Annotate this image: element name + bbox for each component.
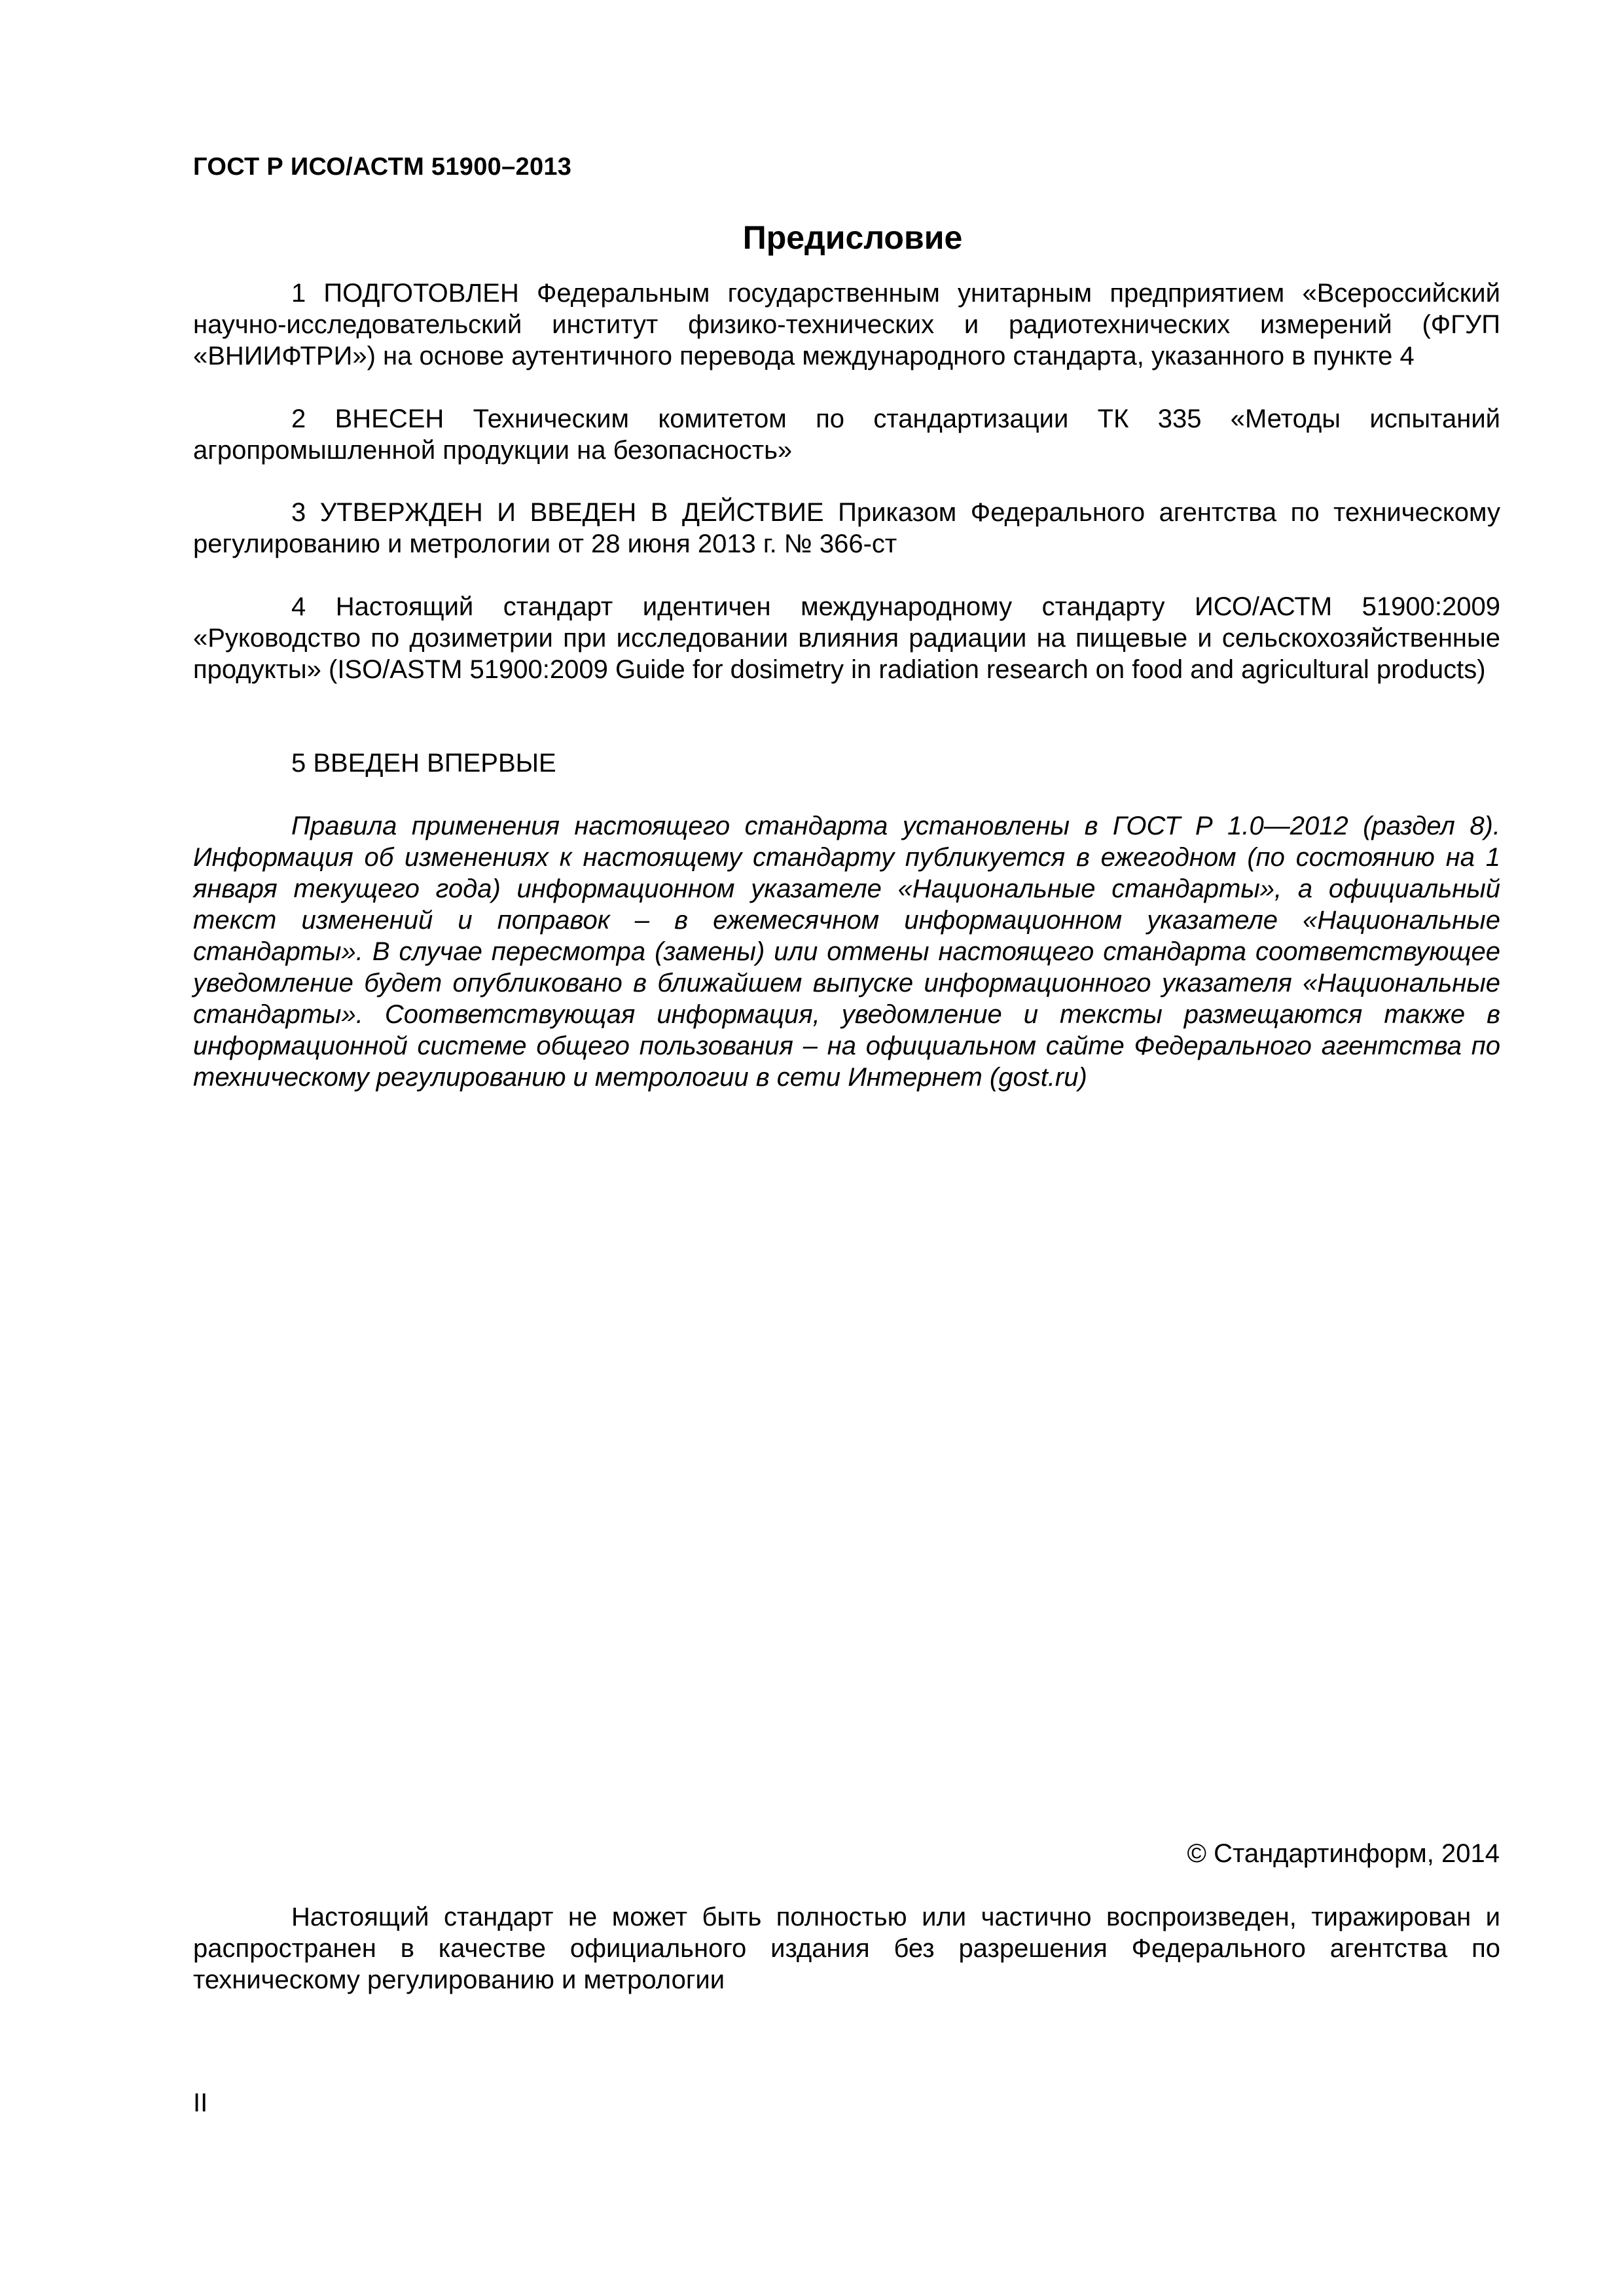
application-rules-notice: Правила применения настоящего стандарта установлены в ГОСТ Р 1.0—2012 (раздел 8). Информация об изменениях к настоящему стандарту публикуется в ежегодном (по состоянию на 1 января текущего года) информационном указателе «Национальные стандарты», а официальный текст изменений и поправок – в ежемесячном информационном указателе «Национальные стандарты». В случае пересмотра (замены) или отмены настоящего стандарта соответствующее уведомление будет опубликовано в ближайшем выпуске информационного указателя «Национальные стандарты». Соответствующая информация, уведомление и тексты размещаются также в информационной системе общего пользования – на официальном сайте Федерального агентства по техническому регулированию и метрологии в сети Интернет (gost.ru) bbox=[193, 812, 1500, 1092]
preface-item-identical: 4 Настоящий стандарт идентичен международному стандарту ИСО/АСТМ 51900:2009 «Руководство по дозиметрии при исследовании влияния радиации на пищевые и сельскохозяйственные продукты» (ISO/ASTM 51900:2009 Guide for dosimetry in radiation research on food and agricultural products) bbox=[193, 592, 1500, 684]
preface-item-prepared: 1 ПОДГОТОВЛЕН Федеральным государственным унитарным предприятием «Всероссийский научно-исследовательский институт физико-технических и радиотехнических измерений (ФГУП «ВНИИФТРИ») на основе аутентичного перевода международного стандарта, указанного в пункте 4 bbox=[193, 279, 1500, 370]
page-title bbox=[0, 219, 1624, 257]
page-title-text: Предисловие bbox=[742, 219, 963, 256]
preface-item-submitted: 2 ВНЕСЕН Техническим комитетом по стандартизации ТК 335 «Методы испытаний агропромышленной продукции на безопасность» bbox=[193, 404, 1500, 465]
copyright-line: © Стандартинформ, 2014 bbox=[1187, 1839, 1500, 1868]
preface-item-approved: 3 УТВЕРЖДЕН И ВВЕДЕН В ДЕЙСТВИЕ Приказом Федерального агентства по техническому регулированию и метрологии от 28 июня 2013 г. № 366-ст bbox=[193, 498, 1500, 558]
reproduction-notice: Настоящий стандарт не может быть полностью или частично воспроизведен, тиражирован и распространен в качестве официального издания без разрешения Федерального агентства по техническому регулированию и метрологии bbox=[193, 1903, 1500, 1994]
page-number: II bbox=[193, 2089, 208, 2117]
preface-item-introduced: 5 ВВЕДЕН ВПЕРВЫЕ bbox=[291, 749, 556, 778]
document-code: ГОСТ Р ИСО/АСТМ 51900–2013 bbox=[193, 153, 572, 181]
